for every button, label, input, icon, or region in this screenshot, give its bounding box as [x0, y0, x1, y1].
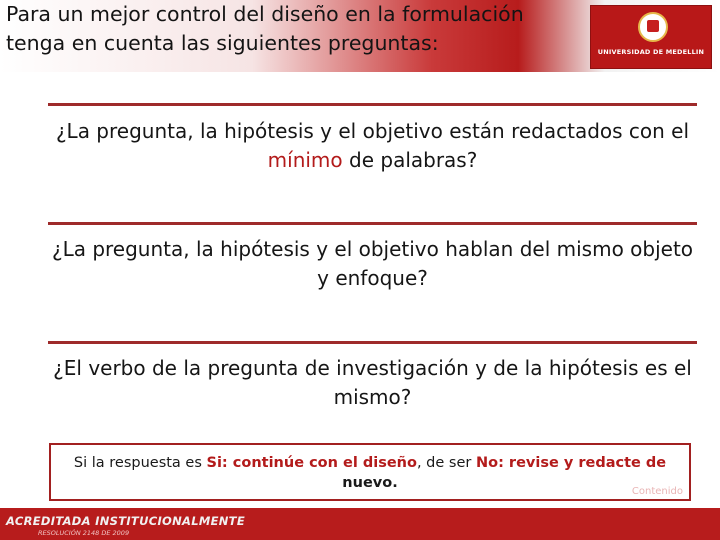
- answer-prefix: Si la respuesta es: [73, 455, 207, 471]
- divider-3: [48, 341, 697, 344]
- divider-1: [48, 103, 697, 106]
- answer-end: nuevo.: [342, 475, 398, 491]
- answer-text: [51, 453, 689, 493]
- footer-title: ACREDITADA INSTITUCIONALMENTE: [6, 514, 245, 528]
- answer-yes: Si: continúe con el diseño: [206, 455, 417, 471]
- university-logo: [590, 5, 712, 69]
- question-1-text-before: ¿La pregunta, la hipótesis y el objetivo están redactados con el: [55, 119, 690, 143]
- question-3: ¿El verbo de la pregunta de investigación y de la hipótesis es el mismo?: [53, 356, 692, 409]
- footer-subtitle: RESOLUCIÓN 2148 DE 2009: [38, 529, 130, 537]
- question-1: [48, 117, 697, 175]
- watermark: Contenido: [631, 486, 683, 497]
- answer-box: [49, 443, 691, 501]
- footer-bar: [0, 508, 720, 540]
- logo-text: UNIVERSIDAD DE MEDELLIN: [597, 48, 705, 56]
- question-1-emphasis: mínimo: [267, 148, 343, 172]
- answer-no: No: revise y redacte de: [475, 455, 667, 471]
- question-2: ¿La pregunta, la hipótesis y el objetivo hablan del mismo objeto y enfoque?: [51, 237, 694, 290]
- divider-2: [48, 222, 697, 225]
- university-crest-icon: [638, 12, 668, 42]
- question-1-text-after: de palabras?: [342, 148, 478, 172]
- answer-middle: , de ser: [416, 455, 476, 471]
- slide-title: Para un mejor control del diseño en la formulación tenga en cuenta las siguientes preguntas:: [6, 2, 524, 55]
